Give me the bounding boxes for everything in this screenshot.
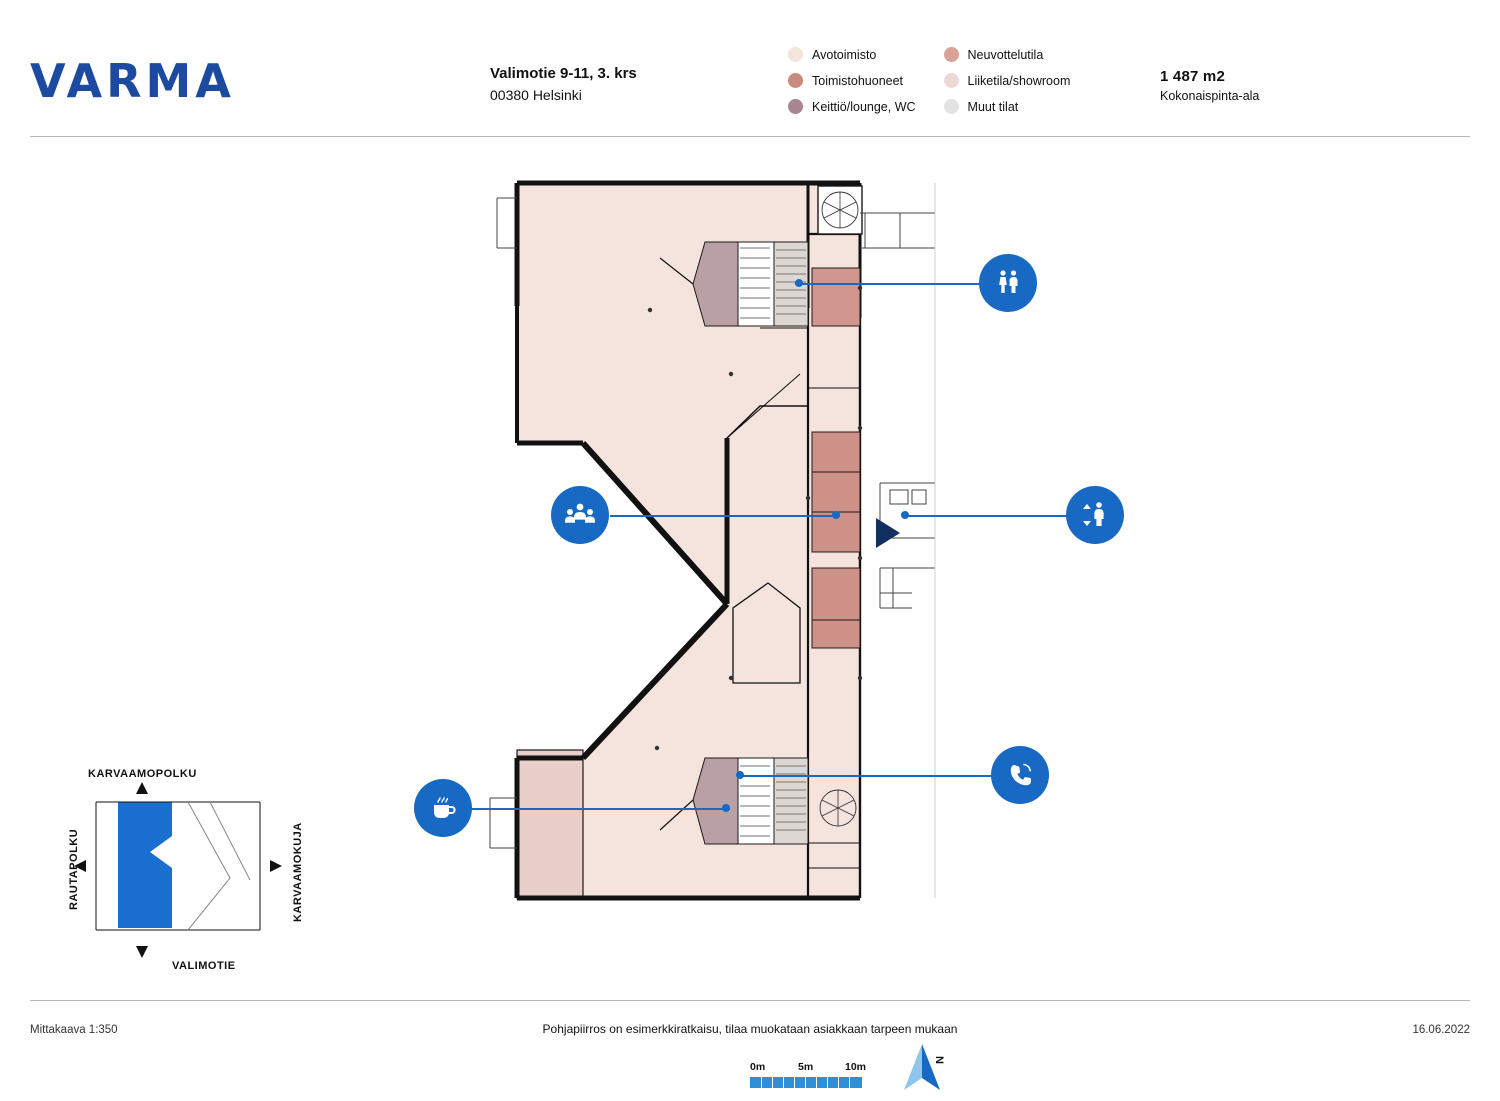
total-area-label: Kokonaispinta-ala [1160, 89, 1260, 103]
restroom-icon [993, 268, 1023, 298]
compass-icon [890, 1038, 950, 1096]
legend-label-muut-tilat: Muut tilat [967, 99, 1019, 114]
legend-column-1 [788, 47, 916, 114]
coffee-cup-icon [428, 793, 458, 823]
leader-line-meeting [610, 515, 840, 517]
scale-bar [750, 1061, 867, 1088]
legend-item-toimistohuoneet [788, 73, 916, 88]
leader-dot-kitchen [722, 804, 730, 812]
footer-date: 16.06.2022 [1412, 1024, 1470, 1036]
legend [788, 47, 1158, 114]
varma-logo: VARMA [30, 54, 235, 108]
scale-bar-graphic [750, 1077, 862, 1088]
total-area-value: 1 487 m2 [1160, 68, 1225, 85]
leader-line-wc [838, 283, 980, 285]
scale-label-5: 5m [798, 1061, 814, 1073]
page-title: Valimotie 9-11, 3. krs [490, 65, 637, 82]
legend-swatch-toimistohuoneet [788, 73, 803, 88]
legend-label-neuvottelutila: Neuvottelutila [967, 47, 1044, 62]
legend-item-avotoimisto [788, 47, 916, 62]
scale-label-10: 10m [845, 1061, 867, 1073]
phone-icon [1005, 760, 1035, 790]
legend-label-liiketila-showroom: Liiketila/showroom [967, 73, 1071, 88]
marker-phonebooth[interactable] [991, 746, 1049, 804]
location-key-map [60, 760, 340, 980]
footer-scale: Mittakaava 1:350 [30, 1024, 118, 1036]
property-address: 00380 Helsinki [490, 87, 582, 104]
elevator-icon [1080, 500, 1110, 530]
legend-label-toimistohuoneet: Toimistohuoneet [812, 73, 904, 88]
legend-swatch-muut-tilat [944, 99, 959, 114]
legend-label-avotoimisto: Avotoimisto [812, 47, 877, 62]
legend-swatch-keittio-lounge-wc [788, 99, 803, 114]
compass-north-label: N [933, 1056, 945, 1064]
leader-line-wc-2 [795, 283, 841, 285]
property-title-block [490, 62, 637, 107]
arrow-east [270, 860, 282, 872]
footer-note: Pohjapiirros on esimerkkiratkaisu, tilaa muokataan asiakkaan tarpeen mukaan [542, 1022, 958, 1036]
compass [890, 1038, 950, 1101]
legend-swatch-neuvottelutila [944, 47, 959, 62]
leader-line-kitchen [470, 808, 730, 810]
keymap-label-south: VALIMOTIE [172, 960, 236, 972]
legend-swatch-liiketila-showroom [944, 73, 959, 88]
marker-kitchen[interactable] [414, 779, 472, 837]
footer-divider [30, 1000, 1470, 1001]
plan-geometry [490, 183, 935, 898]
leader-line-phone [740, 775, 995, 777]
legend-item-keittio-lounge-wc [788, 99, 916, 114]
legend-label-keittio-lounge-wc: Keittiö/lounge, WC [812, 99, 916, 114]
legend-item-liiketila-showroom [944, 73, 1071, 88]
legend-item-neuvottelutila [944, 47, 1071, 62]
legend-column-2 [944, 47, 1071, 114]
marker-wc[interactable] [979, 254, 1037, 312]
keymap-label-west: RAUTAPOLKU [68, 828, 80, 910]
leader-dot-phone [736, 771, 744, 779]
scale-label-0: 0m [750, 1061, 766, 1073]
leader-dot-meeting [832, 511, 840, 519]
leader-dot-elevator [901, 511, 909, 519]
meeting-people-icon [564, 500, 596, 530]
legend-swatch-avotoimisto [788, 47, 803, 62]
keymap-label-east: KARVAAMOKUJA [292, 822, 304, 922]
marker-elevator[interactable] [1066, 486, 1124, 544]
keymap-label-north: KARVAAMOPOLKU [88, 768, 197, 780]
leader-line-elevator [905, 515, 1070, 517]
header-divider [30, 136, 1470, 137]
page-header [0, 0, 1500, 138]
area-block [1160, 68, 1259, 103]
marker-meeting[interactable] [551, 486, 609, 544]
legend-item-muut-tilat [944, 99, 1071, 114]
arrow-north [136, 782, 148, 794]
arrow-south [136, 946, 148, 958]
